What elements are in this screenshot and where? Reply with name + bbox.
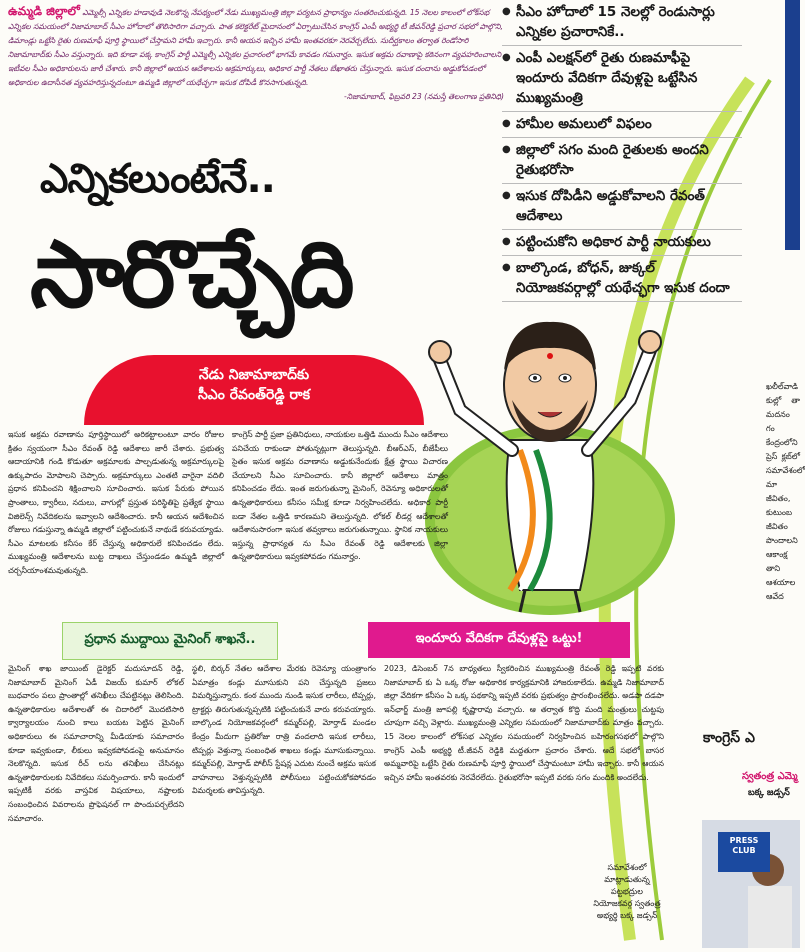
badge-line2: సీఎం రేవంత్‌రెడ్డి రాక <box>197 387 311 403</box>
photo-caption: సమావేశంలో మాట్లాడుతున్న పట్టభద్రుల నియోజకవర్గ స్వతంత్ర అభ్యర్థి బక్క జడ్సన్ <box>593 863 661 920</box>
main-headline: సారొచ్చేది <box>30 221 351 328</box>
bullet-item: ● బాల్కొండ, బోధన్, జుక్కల్ నియోజకవర్గాల్లో యథేచ్ఛగా ఇసుక దందా <box>502 256 742 302</box>
dateline: -నిజామాబాద్, ఫిబ్రవరి 23 (నమస్తే తెలంగాణ ప్రతినిధి) <box>344 92 504 101</box>
intro-lead: ఉమ్మడి జిల్లాలో <box>8 4 80 18</box>
section-heading-induru: ఇందూరు వేదికగా దేవుళ్లపై ఒట్టు! <box>368 622 630 658</box>
article-column-1: ఇసుక అక్రమ రవాణాను పూర్తిస్థాయిలో అరికట్టాలంటూ వారం రోజుల క్రితం స్వయంగా సీఎం రేవంత్ రెడ్డి ఆదేశాలు జారీ చేశారు. ప్రభుత్వ ఆదాయానికి గండి కొడుతూ అక్రమాలకు పాల్పడుతున్న అక్రమార్కులపై ఉక్కుపాదం మోపాలని చెప్పారు. అక్రమార్కులు ఎంతటి వారైనా వదిలి ప్రధాన కనిపించని శిక్షించాలని సూచించారు. ఇసుక పేరుకు పోయిన ప్రాంతాలు, క్వారీలు, నదులు, వాగుల్లో ప్రస్తుత పరిస్థితిపై ప్రత్యేక స్థాయి విజిలెన్స్ నివేదికలను ఇవ్వాలని ఆదేశించారు. కానీ ఆయన ఆదేశించిన రోజులు గడుస్తున్నా ఉమ్మడి జిల్లాలో పట్టించుకునే నాథుడే కరువయ్యాడు. సీఎం మాటలకు కనీసం కేర్ చేస్తున్న అధికారులే కనిపించడం లేదు. ముఖ్యమంత్రి ఆదేశాలను బుట్ట దాఖలు చేస్తుండడం ఉమ్మడి జిల్లాలో చర్చనీయాంశమవుతున్నది. <box>8 430 224 575</box>
right-edge-photo-strip <box>785 0 800 250</box>
bullet-item: ● సీఎం హోదాలో 15 నెలల్లో రెండుసార్లు ఎన్నికల ప్రచారానికే.. <box>502 0 742 46</box>
kicker-headline: ఎన్నికలుంటేనే.. <box>40 156 275 202</box>
intro-paragraph <box>8 4 504 104</box>
adjacent-article-text: ఖలీల్‌వాడి కుల్లో తా మదనం గం కేంద్రంలోని ప్రెస్ క్లబ్‌లో సమావేశంలో మా జీవితం, కుటుంబ జీవితం పొందాలని ఆకాంక్ష తాని ఆశయాల ఆవేద <box>766 382 805 601</box>
red-badge <box>84 355 424 425</box>
bullet-item: ● ఇసుక దోపిడీని అడ్డుకోవాలని రేవంత్ ఆదేశాలు <box>502 184 742 230</box>
article-column-3: మైనింగ్ శాఖ జాయింట్ డైరెక్టర్ మదుసూదన్ రెడ్డి, నిజామాబాద్ మైనింగ్ ఏడీ విజయ్ కుమార్ లోకల్ బుధవారం పలు ప్రాంతాల్లో తనిఖీలు చేపట్టినట్లు తెలిసింది. ఉన్నతాధికారుల అదేశాలతో ఈ చిదారిలో మొదటిసారి క్వార్యాలయం నుంచి కాలు బయట పెట్టిన మైనింగ్ అధికారులు ఈ సమాచారాన్ని మీడియాకు సమాచారం కూడా ఇవ్వకుండా, లీకులు ఇవ్వకపోవడంపై అనుమానం నెలకొన్నది. ఇసుక రీచ్ లను తనిఖీలు చేసినట్లు ఉన్నతాధికారులకు నివేదికలు సమర్పించారు. కానీ ఇందులో ఇప్పటికీ వరకు వాస్తవిక విషయాలు, నష్టాలకు సంబంధించిన వివరాలను ప్రొఫెషనల్ గా పొందుపర్చలేదని సమాచారం. <box>8 664 184 823</box>
highlight-bullets <box>502 0 742 302</box>
bullet-item: ● ఎంపీ ఎలక్షన్‌లో రైతు రుణమాఫీపై ఇందూరు వేదికగా దేవుళ్లపై ఒట్టేసిన ముఖ్యమంత్రి <box>502 46 742 112</box>
article-column-4: స్థలి, బిర్కర్ నేతల ఆదేశాల మేరకు రెవెన్యూ యంత్రాంగం ఏమాత్రం కండ్లు మూసుకుని పని చేస్తున్నది ప్రజలు విమర్శిస్తున్నారు. కంఠ ముందు నుండి ఇసుక లారీలు, టిప్పర్లు, ట్రాక్టర్లు తిరుగుతున్నప్పటికి పట్టించుకునే వారు కరువయ్యారు. బాల్కొండ నియోజకవర్గంలో కమ్మర్‌పల్లి, మోర్తాడ్ మండల కేంద్రం మీదుగా ప్రతిరోజు రాత్రి వందలాది ఇసుక లారీలు, టిప్పర్లు వెళ్తున్నా సంబంధిత శాఖలు కండ్లు మూసుకున్నాయి. కమ్మర్‌పల్లి, మోర్తాడ్ పోలీస్ స్టేషన్ల ఎదుట నుంచే అక్రమ ఇసుక వాహనాలు వెళ్తున్నప్పటికి పోలీసులు పట్టించుకోకపోవడం విమర్శలకు తావిస్తున్నది. <box>192 664 376 796</box>
press-club-sign: PRESS CLUB <box>718 832 770 872</box>
adjacent-byline-name: బక్క జడ్సన్ <box>748 788 790 798</box>
badge-line1: నేడు నిజామాబాద్‌కు <box>198 367 310 383</box>
section-heading-mining: ప్రధాన ముద్దాయి మైనింగ్ శాఖనే.. <box>62 622 278 660</box>
bullet-item: ● పట్టించుకోని అధికార పార్టీ నాయకులు <box>502 230 742 256</box>
intro-body: ఎమ్మెల్సీ ఎన్నికల హడావుడి నెలకొన్న నేపథ్యంలో నేడు ముఖ్యమంత్రి జిల్లా పర్యటన ప్రాధాన్యం సంతరించుకున్నది. 15 నెలల కాలంలో లోక్‌సభ ఎన్నికల సమయంలో నిజామాబాద్ సీఎం హోదాలో తొలిసారిగా వచ్చారు. పాత కలెక్టరేట్ మైదానంలో ఏర్పాటుచేసిన కాంగ్రెస్ ఎంపీ అభ్యర్థి టీ జీవన్‌రెడ్డి ప్రచార సభలో పాల్గొని, డిమాండ్లు ఒట్టేసి రైతు రుణమాఫీ పూర్తి స్థాయిలో చేస్తామని హామీ ఇచ్చారు. కానీ ఆయన ఇచ్చిన హామీ ఇంతవరకూ నెరవేర్చలేదు. సుదీర్ఘకాలం తర్వాత రెండోసారి నిజామాబాద్‌కు సీఎం వస్తున్నారు. ఇది కూడా పక్క కాంగ్రెస్ పార్టీ ఎమ్మెల్సీ ఎన్నికల ప్రచారంలో భాగమే కావడం గమనార్హం. ఇసుక అక్రమ రవాణాపై కఠినంగా వ్యవహరించాలని ఇటీవల సీఎం అధికారులను జారీ చేశారు. కానీ జిల్లాలో ఆయన ఆదేశాలను అక్రమార్కులు, అధికార పార్టీ నేతలు బేఖాతరు చేస్తున్నారు. ఇసుక దందాను అడ్డుకోవడంలో అధికారుల ఉదాసీనత వ్యవహరిస్తున్నదంటూ ఉమ్మడి జిల్లాలో యథేచ్ఛగా ఇసుక దోపిడీ కొనసాగుతున్నది. <box>8 8 503 87</box>
article-column-2: కాంగ్రెస్ పార్టీ ప్రజా ప్రతినిధులు, నాయకుల ఒత్తిడి ముందు సీఎం ఆదేశాలు పనిచేయ రాకుండా పోతున్నట్లుగా తెలుస్తున్నది. బీఆర్ఎస్, బీజేపీలు సైతం ఇసుక అక్రమ రవాణాను అడ్డుకునేందుకు క్షేత్ర స్థాయి విచారణ చేయాలని సీఎం సూచించారు. కానీ జిల్లాలో ఆదేశాలు మాత్రం కనిపించడం లేదు. ఇంత జరుగుతున్నా మైనింగ్, రెవెన్యూ అధికారులతో ఉన్నతాధికారులు కనీసం సమీక్ష కూడా నిర్వహించలేదు. అధికార పార్టీ బడా నేతల ఒత్తిడి కారణమని తెలుస్తున్నది. లోకల్ లీడర్ల ఆదేశాలతో ఆదేశానుసారంగా ఇసుక తవ్వకాలు జరుగుతున్నాయి. స్థానిక నాయకులు ఇస్తున్న ప్రాధాన్యత ను సీఎం రేవంత్ రెడ్డి ఆదేశాలకు జిల్లా ఉన్నతాధికారులు ఇవ్వకపోవడం గమనార్హం. <box>232 430 448 562</box>
adjacent-headline: కాంగ్రెస్ ఎ <box>703 730 755 746</box>
adjacent-byline: స్వతంత్ర ఎమ్మె <box>742 771 798 782</box>
bullet-item: ● జిల్లాలో సగం మంది రైతులకు అందని రైతుభరోసా <box>502 138 742 184</box>
article-column-5: 2023, డిసెంబర్ 7న బాధ్యతలు స్వీకరించిన ముఖ్యమంత్రి రేవంత్ రెడ్డి ఇప్పటి వరకు నిజామాబాద్ కు ఏ ఒక్క రోజు అధికారిక కార్యక్రమానికి హాజరుకాలేదు. ఉమ్మడి నిజామాబాద్ జిల్లా వేదికగా కనీసం ఏ ఒక్క పథకాన్ని ఇప్పటి వరకు ప్రభుత్వం ప్రారంభించలేదు. అడపా దడపా ఇన్‌ఛార్జ్ మంత్రి జూపల్లి కృష్ణారావు వచ్చారు. ఆ తర్వాత కొద్ది మంది మంత్రులు చుట్టపు చూపుగా వచ్చి వెళ్లారు. ముఖ్యమంత్రి ఎన్నికల సమయంలో నిజామాబాద్‌కు మాత్రం వచ్చారు. 15 నెలల కాలంలో లోక్‌సభ ఎన్నికల సమయంలో నిర్వహించిన బహిరంగసభలో పాల్గొని కాంగ్రెస్ ఎంపీ అభ్యర్థి టీ.జీవన్ రెడ్డికి మద్దతుగా ప్రచారం చేశారు. ఆదే సభలో బాసర అమ్మవారిపై ఒట్టేసి రైతు రుణమాఫీ పూర్తి స్థాయిలో చేస్తామంటూ హామీ ఇచ్చారు. కానీ ఆయన ఇచ్చిన హామీ ఇంతవరకు నెరవేరలేదు. రైతుభరోసా ఇప్పటి వరకు సగం మందికి అందలేదు. <box>384 664 664 782</box>
bullet-item: ● హామీల అమలులో విఫలం <box>502 112 742 138</box>
